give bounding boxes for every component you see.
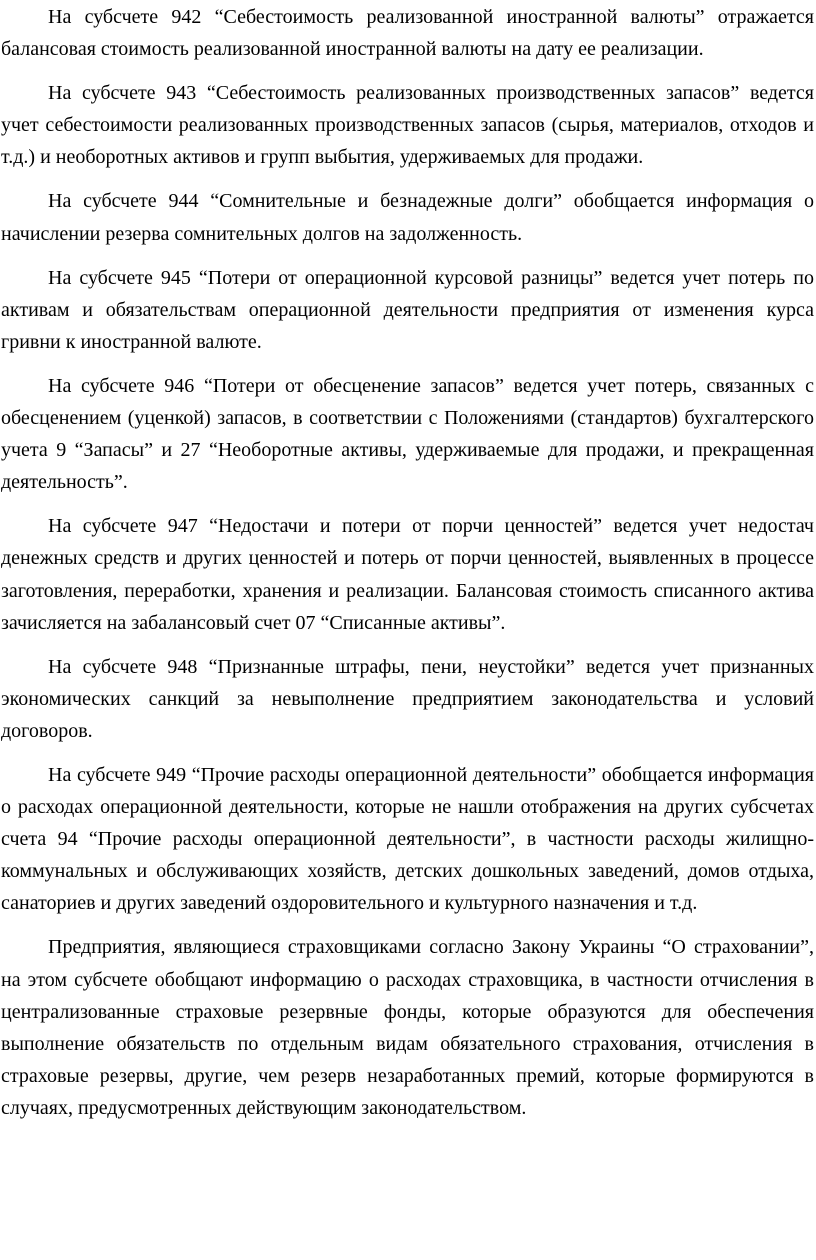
paragraph-subaccount-944: На субсчете 944 “Сомнительные и безнадежные долги” обобщается информация о начислении резерва сомнительных долгов на задолженность.: [1, 190, 814, 245]
paragraph-subaccount-947: На субсчете 947 “Недостачи и потери от порчи ценностей” ведется учет недостач денежных средств и других ценностей и потерь от порчи ценностей, выявленных в процессе заготовления, переработки, хранения и реализации. Балансовая стоимость списанного актива зачисляется на забалансовый счет 07 “Списанные активы”.: [1, 515, 814, 634]
paragraph-insurers: Предприятия, являющиеся страховщиками согласно Закону Украины “О страховании”, на этом субсчете обобщают информацию о расходах страховщика, в частности отчисления в централизованные страховые резервные фонды, которые образуются для обеспечения выполнение обязательств по отдельным видам обязательного страхования, отчисления в страховые резервы, другие, чем резерв незаработанных премий, которые формируются в случаях, предусмотренных действующим законодательством.: [1, 936, 814, 1119]
paragraph-subaccount-946: На субсчете 946 “Потери от обесценение запасов” ведется учет потерь, связанных с обесценением (уценкой) запасов, в соответствии с Положениями (стандартов) бухгалтерского учета 9 “Запасы” и 27 “Необоротные активы, удерживаемые для продажи, и прекращенная деятельность”.: [1, 374, 814, 494]
paragraph-subaccount-948: На субсчете 948 “Признанные штрафы, пени, неустойки” ведется учет признанных экономических санкций за невыполнение предприятием законодательства и условий договоров.: [1, 655, 814, 742]
document-page: [0, 1, 816, 1260]
paragraph-subaccount-943: На субсчете 943 “Себестоимость реализованных производственных запасов” ведется учет себестоимости реализованных производственных запасов (сырья, материалов, отходов и т.д.) и необоротных активов и групп выбытия, удерживаемых для продажи.: [1, 82, 814, 169]
paragraph-subaccount-942: На субсчете 942 “Себестоимость реализованной иностранной валюты” отражается балансовая стоимость реализованной иностранной валюты на дату ее реализации.: [1, 6, 814, 61]
paragraph-subaccount-949: На субсчете 949 “Прочие расходы операционной деятельности” обобщается информация о расходах операционной деятельности, которые не нашли отображения на других субсчетах счета 94 “Прочие расходы операционной деятельности”, в частности расходы жилищно-коммунальных и обслуживающих хозяйств, детских дошкольных заведений, домов отдыха, санаториев и других заведений оздоровительного и культурного назначения и т.д.: [1, 763, 814, 915]
paragraph-subaccount-945: На субсчете 945 “Потери от операционной курсовой разницы” ведется учет потерь по активам и обязательствам операционной деятельности предприятия от изменения курса гривни к иностранной валюте.: [1, 266, 814, 353]
